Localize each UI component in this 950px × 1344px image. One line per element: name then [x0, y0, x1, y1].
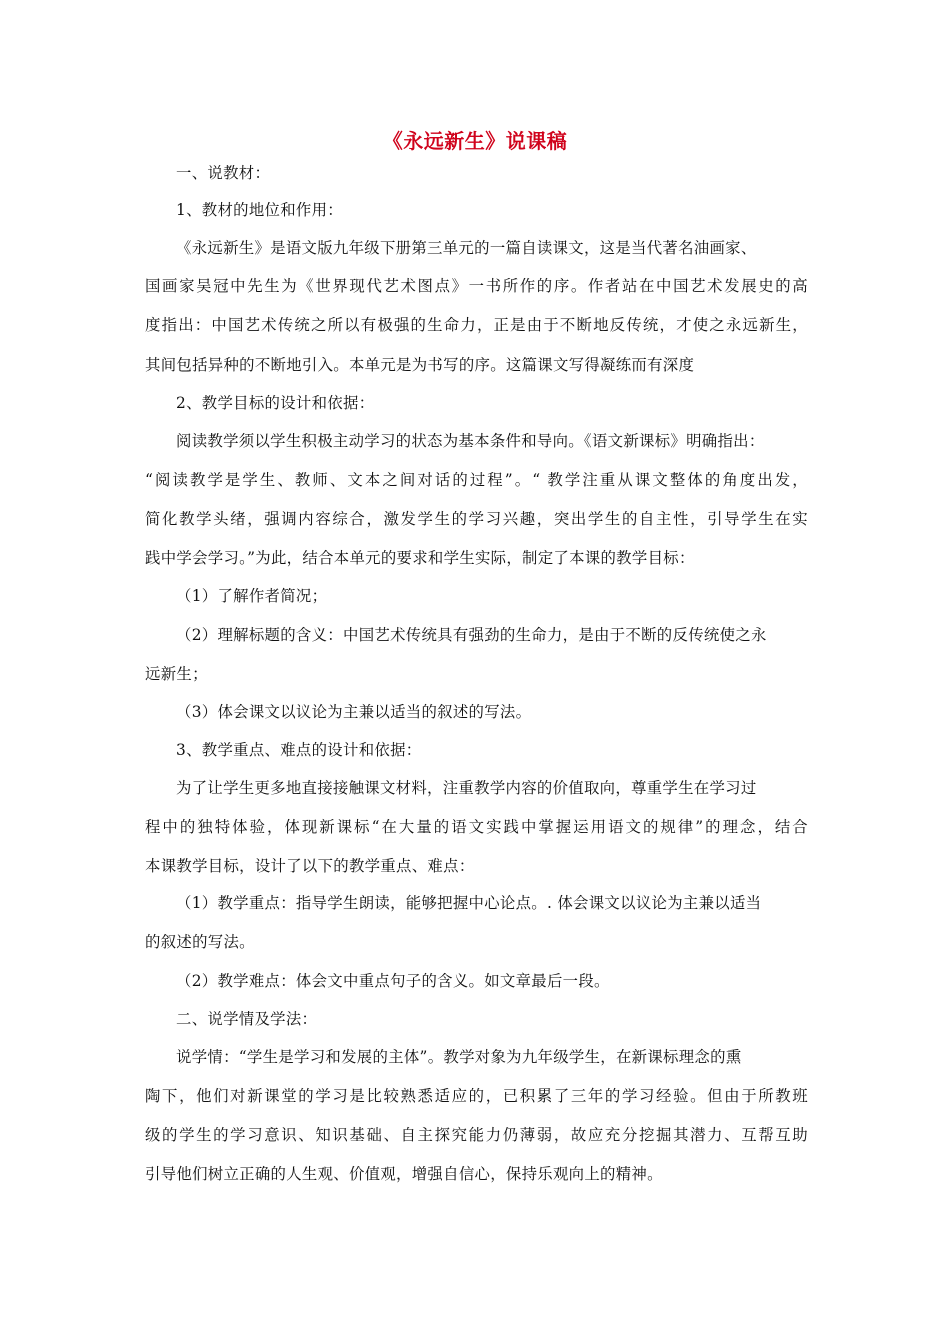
- key-point-item-2: （2）教学难点：体会文中重点句子的含义。如文章最后一段。: [176, 972, 610, 990]
- paragraph-line: “阅读教学是学生、教师、文本之间对话的过程”。“ 教学注重从课文整体的角度出发，: [145, 471, 808, 489]
- subheading-objectives: 2、教学目标的设计和依据：: [176, 394, 375, 412]
- objective-item-1: （1）了解作者简况；: [176, 587, 328, 605]
- section-heading-learning: 二、说学情及学法：: [176, 1010, 318, 1028]
- paragraph-line: 度指出：中国艺术传统之所以有极强的生命力，正是由于不断地反传统，才使之永远新生，: [145, 316, 808, 334]
- paragraph-line: 践中学会学习。”为此，结合本单元的要求和学生实际，制定了本课的教学目标：: [145, 549, 695, 567]
- subheading-position-role: 1、教材的地位和作用：: [176, 201, 343, 219]
- objective-item-2-continued: 远新生；: [145, 665, 208, 683]
- paragraph-line: 简化教学头绪，强调内容综合，激发学生的学习兴趣，突出学生的自主性，引导学生在实: [145, 510, 808, 528]
- paragraph-line: 级的学生的学习意识、知识基础、自主探究能力仍薄弱，故应充分挖掘其潜力、互帮互助: [145, 1126, 808, 1144]
- paragraph-line: 陶下，他们对新课堂的学习是比较熟悉适应的，已积累了三年的学习经验。但由于所教班: [145, 1087, 808, 1105]
- subheading-key-points: 3、教学重点、难点的设计和依据：: [176, 741, 422, 759]
- paragraph-line: 其间包括异种的不断地引入。本单元是为书写的序。这篇课文写得凝练而有深度: [145, 356, 695, 374]
- document-title: 《永远新生》说课稿: [382, 129, 568, 153]
- paragraph-line: 阅读教学须以学生积极主动学习的状态为基本条件和导向。《语文新课标》明确指出：: [176, 432, 765, 450]
- key-point-item-1: （1）教学重点：指导学生朗读，能够把握中心论点。. 体会课文以议论为主兼以适当: [176, 894, 762, 912]
- paragraph-line: 国画家吴冠中先生为《世界现代艺术图点》一书所作的序。作者站在中国艺术发展史的高: [145, 277, 808, 295]
- paragraph-line: 说学情：“学生是学习和发展的主体”。教学对象为九年级学生，在新课标理念的熏: [176, 1048, 742, 1066]
- paragraph-line: 本课教学目标，设计了以下的教学重点、难点：: [145, 857, 475, 875]
- objective-item-2: （2）理解标题的含义：中国艺术传统具有强劲的生命力，是由于不断的反传统使之永: [176, 626, 767, 644]
- paragraph-line: 《永远新生》是语文版九年级下册第三单元的一篇自读课文，这是当代著名油画家、: [176, 239, 757, 257]
- paragraph-line: 程中的独特体验，体现新课标“在大量的语文实践中掌握运用语文的规律”的理念，结合: [145, 818, 808, 836]
- objective-item-3: （3）体会课文以议论为主兼以适当的叙述的写法。: [176, 703, 532, 721]
- paragraph-line: 为了让学生更多地直接接触课文材料，注重教学内容的价值取向，尊重学生在学习过: [176, 779, 757, 797]
- key-point-item-1-continued: 的叙述的写法。: [145, 933, 255, 951]
- paragraph-line: 引导他们树立正确的人生观、价值观，增强自信心，保持乐观向上的精神。: [145, 1165, 663, 1183]
- section-heading-teaching-material: 一、说教材：: [176, 164, 271, 182]
